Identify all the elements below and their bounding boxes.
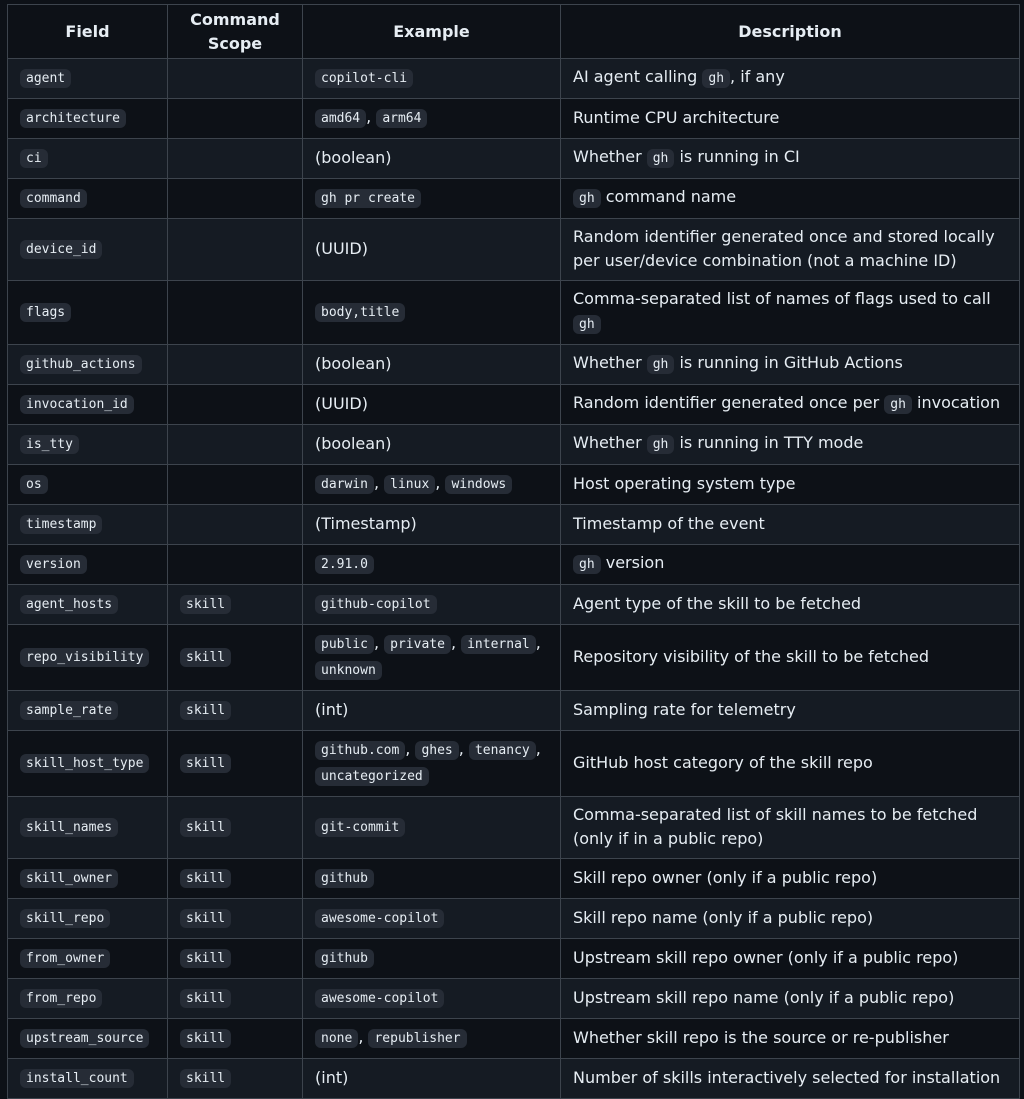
description-cell <box>561 505 1020 545</box>
table-row <box>8 425 1020 465</box>
example-cell <box>303 545 561 585</box>
description-cell <box>561 625 1020 691</box>
description-cell <box>561 425 1020 465</box>
description-cell <box>561 139 1020 179</box>
field-name: is_tty <box>20 435 79 454</box>
example-cell <box>303 625 561 691</box>
header-description: Description <box>561 5 1020 59</box>
description-text: AI agent calling <box>573 67 703 86</box>
table-row <box>8 691 1020 731</box>
example-cell <box>303 979 561 1019</box>
example-code: awesome-copilot <box>315 909 444 928</box>
field-cell <box>8 505 168 545</box>
description-cell <box>561 731 1020 797</box>
table-row <box>8 139 1020 179</box>
table-row <box>8 59 1020 99</box>
field-cell <box>8 219 168 281</box>
example-code: github-copilot <box>315 595 437 614</box>
example-cell <box>303 899 561 939</box>
field-cell <box>8 425 168 465</box>
description-text: Comma-separated list of skill names to be fetched (only if in a public repo) <box>573 805 978 848</box>
field-name: github_actions <box>20 355 142 374</box>
description-cell <box>561 545 1020 585</box>
example-cell <box>303 1019 561 1059</box>
table-body <box>8 59 1020 1099</box>
description-cell <box>561 465 1020 505</box>
field-name: architecture <box>20 109 126 128</box>
table-row <box>8 1059 1020 1099</box>
field-cell <box>8 797 168 859</box>
example-text: (int) <box>315 1068 349 1087</box>
example-cell <box>303 139 561 179</box>
table-row <box>8 179 1020 219</box>
field-name: flags <box>20 303 71 322</box>
description-text: Comma-separated list of names of flags used to call <box>573 289 991 308</box>
field-name: skill_owner <box>20 869 118 888</box>
description-cell <box>561 219 1020 281</box>
description-text: Whether <box>573 433 647 452</box>
example-cell <box>303 691 561 731</box>
example-text: , <box>373 633 385 652</box>
example-code: internal <box>461 635 536 654</box>
field-cell <box>8 899 168 939</box>
field-name: skill_host_type <box>20 754 149 773</box>
description-text: is running in TTY mode <box>674 433 864 452</box>
example-code: uncategorized <box>315 767 429 786</box>
command-scope: skill <box>180 989 231 1008</box>
field-name: sample_rate <box>20 701 118 720</box>
description-text: Timestamp of the event <box>573 514 765 533</box>
command-scope-cell <box>168 1059 303 1099</box>
table-row <box>8 99 1020 139</box>
description-text: version <box>600 553 665 572</box>
description-text: Random identifier generated once and stored locally per user/device combination (not a machine ID) <box>573 227 995 270</box>
example-cell <box>303 385 561 425</box>
description-cell <box>561 1059 1020 1099</box>
example-code: body,title <box>315 303 405 322</box>
table-row <box>8 939 1020 979</box>
command-scope: skill <box>180 949 231 968</box>
description-text: , if any <box>730 67 785 86</box>
description-code: gh <box>573 555 601 574</box>
field-cell <box>8 385 168 425</box>
description-code: gh <box>702 69 730 88</box>
example-cell <box>303 425 561 465</box>
field-name: ci <box>20 149 48 168</box>
command-scope-cell <box>168 219 303 281</box>
description-cell <box>561 939 1020 979</box>
table-row <box>8 585 1020 625</box>
example-code: darwin <box>315 475 374 494</box>
command-scope: skill <box>180 648 231 667</box>
table-row <box>8 281 1020 345</box>
description-cell <box>561 899 1020 939</box>
field-name: agent <box>20 69 71 88</box>
table-row <box>8 345 1020 385</box>
telemetry-fields-table <box>7 4 1020 1099</box>
field-cell <box>8 979 168 1019</box>
description-text: Skill repo owner (only if a public repo) <box>573 868 878 887</box>
command-scope-cell <box>168 585 303 625</box>
field-name: invocation_id <box>20 395 134 414</box>
description-cell <box>561 345 1020 385</box>
command-scope-cell <box>168 691 303 731</box>
command-scope-cell <box>168 179 303 219</box>
example-cell <box>303 1059 561 1099</box>
example-cell <box>303 345 561 385</box>
command-scope-cell <box>168 939 303 979</box>
description-text: Skill repo name (only if a public repo) <box>573 908 874 927</box>
example-text: (UUID) <box>315 394 368 413</box>
description-text: Whether skill repo is the source or re-publisher <box>573 1028 949 1047</box>
example-text: (boolean) <box>315 434 392 453</box>
description-cell <box>561 99 1020 139</box>
example-text: (boolean) <box>315 354 392 373</box>
command-scope: skill <box>180 754 231 773</box>
field-cell <box>8 345 168 385</box>
field-name: from_repo <box>20 989 102 1008</box>
description-text: command name <box>600 187 737 206</box>
example-code: unknown <box>315 661 382 680</box>
command-scope-cell <box>168 1019 303 1059</box>
field-cell <box>8 179 168 219</box>
example-code: github <box>315 949 374 968</box>
description-cell <box>561 859 1020 899</box>
description-cell <box>561 1019 1020 1059</box>
example-text: , <box>435 473 446 492</box>
description-text: Whether <box>573 147 647 166</box>
description-text: Repository visibility of the skill to be fetched <box>573 647 929 666</box>
description-text: GitHub host category of the skill repo <box>573 753 873 772</box>
field-name: from_owner <box>20 949 110 968</box>
example-code: github <box>315 869 374 888</box>
field-cell <box>8 585 168 625</box>
field-cell <box>8 99 168 139</box>
field-name: timestamp <box>20 515 102 534</box>
command-scope-cell <box>168 731 303 797</box>
example-cell <box>303 505 561 545</box>
header-command-scope: Command Scope <box>168 5 303 59</box>
command-scope: skill <box>180 701 231 720</box>
field-cell <box>8 731 168 797</box>
table-row <box>8 731 1020 797</box>
example-code: gh pr create <box>315 189 421 208</box>
description-text: Host operating system type <box>573 474 796 493</box>
example-code: republisher <box>368 1029 466 1048</box>
field-name: os <box>20 475 48 494</box>
description-cell <box>561 179 1020 219</box>
description-text: Agent type of the skill to be fetched <box>573 594 862 613</box>
table-row <box>8 1019 1020 1059</box>
example-cell <box>303 797 561 859</box>
field-cell <box>8 625 168 691</box>
example-cell <box>303 585 561 625</box>
command-scope-cell <box>168 625 303 691</box>
example-text: , <box>450 633 462 652</box>
example-code: arm64 <box>376 109 427 128</box>
table-header <box>8 5 1020 59</box>
example-text: , <box>535 739 541 758</box>
command-scope-cell <box>168 345 303 385</box>
example-cell <box>303 99 561 139</box>
description-cell <box>561 59 1020 99</box>
command-scope: skill <box>180 595 231 614</box>
header-field: Field <box>8 5 168 59</box>
field-name: skill_repo <box>20 909 110 928</box>
description-text: Number of skills interactively selected for installation <box>573 1068 1001 1087</box>
description-cell <box>561 281 1020 345</box>
telemetry-fields-table-container <box>7 4 1019 1099</box>
field-name: command <box>20 189 87 208</box>
description-cell <box>561 585 1020 625</box>
field-cell <box>8 465 168 505</box>
command-scope-cell <box>168 505 303 545</box>
field-name: upstream_source <box>20 1029 149 1048</box>
description-text: Upstream skill repo name (only if a public repo) <box>573 988 955 1007</box>
example-code: ghes <box>415 741 458 760</box>
example-text: , <box>405 739 416 758</box>
description-code: gh <box>884 395 912 414</box>
description-code: gh <box>647 355 675 374</box>
table-row <box>8 465 1020 505</box>
example-text: , <box>358 1027 369 1046</box>
example-text: (UUID) <box>315 239 368 258</box>
example-code: 2.91.0 <box>315 555 374 574</box>
example-text: (Timestamp) <box>315 514 417 533</box>
table-row <box>8 979 1020 1019</box>
description-cell <box>561 691 1020 731</box>
command-scope-cell <box>168 99 303 139</box>
example-code: github.com <box>315 741 405 760</box>
command-scope: skill <box>180 869 231 888</box>
table-row <box>8 505 1020 545</box>
example-text: , <box>366 107 377 126</box>
field-cell <box>8 139 168 179</box>
description-text: invocation <box>911 393 1001 412</box>
command-scope-cell <box>168 425 303 465</box>
command-scope: skill <box>180 1029 231 1048</box>
description-text: Upstream skill repo owner (only if a public repo) <box>573 948 959 967</box>
description-code: gh <box>573 189 601 208</box>
command-scope-cell <box>168 859 303 899</box>
example-text: , <box>535 633 541 652</box>
example-text: (int) <box>315 700 349 719</box>
description-code: gh <box>647 435 675 454</box>
table-row <box>8 625 1020 691</box>
field-name: version <box>20 555 87 574</box>
example-code: amd64 <box>315 109 366 128</box>
field-cell <box>8 939 168 979</box>
example-cell <box>303 465 561 505</box>
field-cell <box>8 545 168 585</box>
description-text: Sampling rate for telemetry <box>573 700 796 719</box>
example-code: git-commit <box>315 818 405 837</box>
field-cell <box>8 1059 168 1099</box>
field-cell <box>8 691 168 731</box>
command-scope-cell <box>168 899 303 939</box>
example-code: copilot-cli <box>315 69 413 88</box>
header-row <box>8 5 1020 59</box>
field-name: repo_visibility <box>20 648 149 667</box>
command-scope-cell <box>168 281 303 345</box>
example-text: (boolean) <box>315 148 392 167</box>
field-cell <box>8 281 168 345</box>
command-scope-cell <box>168 59 303 99</box>
description-text: Random identifier generated once per <box>573 393 885 412</box>
example-code: tenancy <box>469 741 536 760</box>
description-code: gh <box>647 149 675 168</box>
table-row <box>8 385 1020 425</box>
header-example: Example <box>303 5 561 59</box>
example-cell <box>303 179 561 219</box>
example-cell <box>303 219 561 281</box>
description-code: gh <box>573 315 601 334</box>
command-scope-cell <box>168 979 303 1019</box>
description-text: Runtime CPU architecture <box>573 108 780 127</box>
example-cell <box>303 731 561 797</box>
field-cell <box>8 59 168 99</box>
field-name: agent_hosts <box>20 595 118 614</box>
example-cell <box>303 59 561 99</box>
table-row <box>8 859 1020 899</box>
example-code: linux <box>384 475 435 494</box>
field-name: device_id <box>20 240 102 259</box>
command-scope-cell <box>168 797 303 859</box>
description-cell <box>561 385 1020 425</box>
command-scope-cell <box>168 385 303 425</box>
description-text: is running in GitHub Actions <box>674 353 903 372</box>
example-cell <box>303 281 561 345</box>
example-text: , <box>373 473 385 492</box>
example-code: private <box>384 635 451 654</box>
command-scope-cell <box>168 465 303 505</box>
command-scope-cell <box>168 545 303 585</box>
command-scope: skill <box>180 818 231 837</box>
description-text: Whether <box>573 353 647 372</box>
command-scope: skill <box>180 1069 231 1088</box>
table-row <box>8 219 1020 281</box>
field-name: skill_names <box>20 818 118 837</box>
description-text: is running in CI <box>674 147 800 166</box>
description-cell <box>561 797 1020 859</box>
example-code: none <box>315 1029 358 1048</box>
example-code: awesome-copilot <box>315 989 444 1008</box>
field-cell <box>8 859 168 899</box>
command-scope-cell <box>168 139 303 179</box>
example-code: windows <box>445 475 512 494</box>
table-row <box>8 899 1020 939</box>
command-scope: skill <box>180 909 231 928</box>
table-row <box>8 797 1020 859</box>
field-cell <box>8 1019 168 1059</box>
example-cell <box>303 859 561 899</box>
example-code: public <box>315 635 374 654</box>
table-row <box>8 545 1020 585</box>
description-cell <box>561 979 1020 1019</box>
example-cell <box>303 939 561 979</box>
example-text: , <box>458 739 469 758</box>
field-name: install_count <box>20 1069 134 1088</box>
